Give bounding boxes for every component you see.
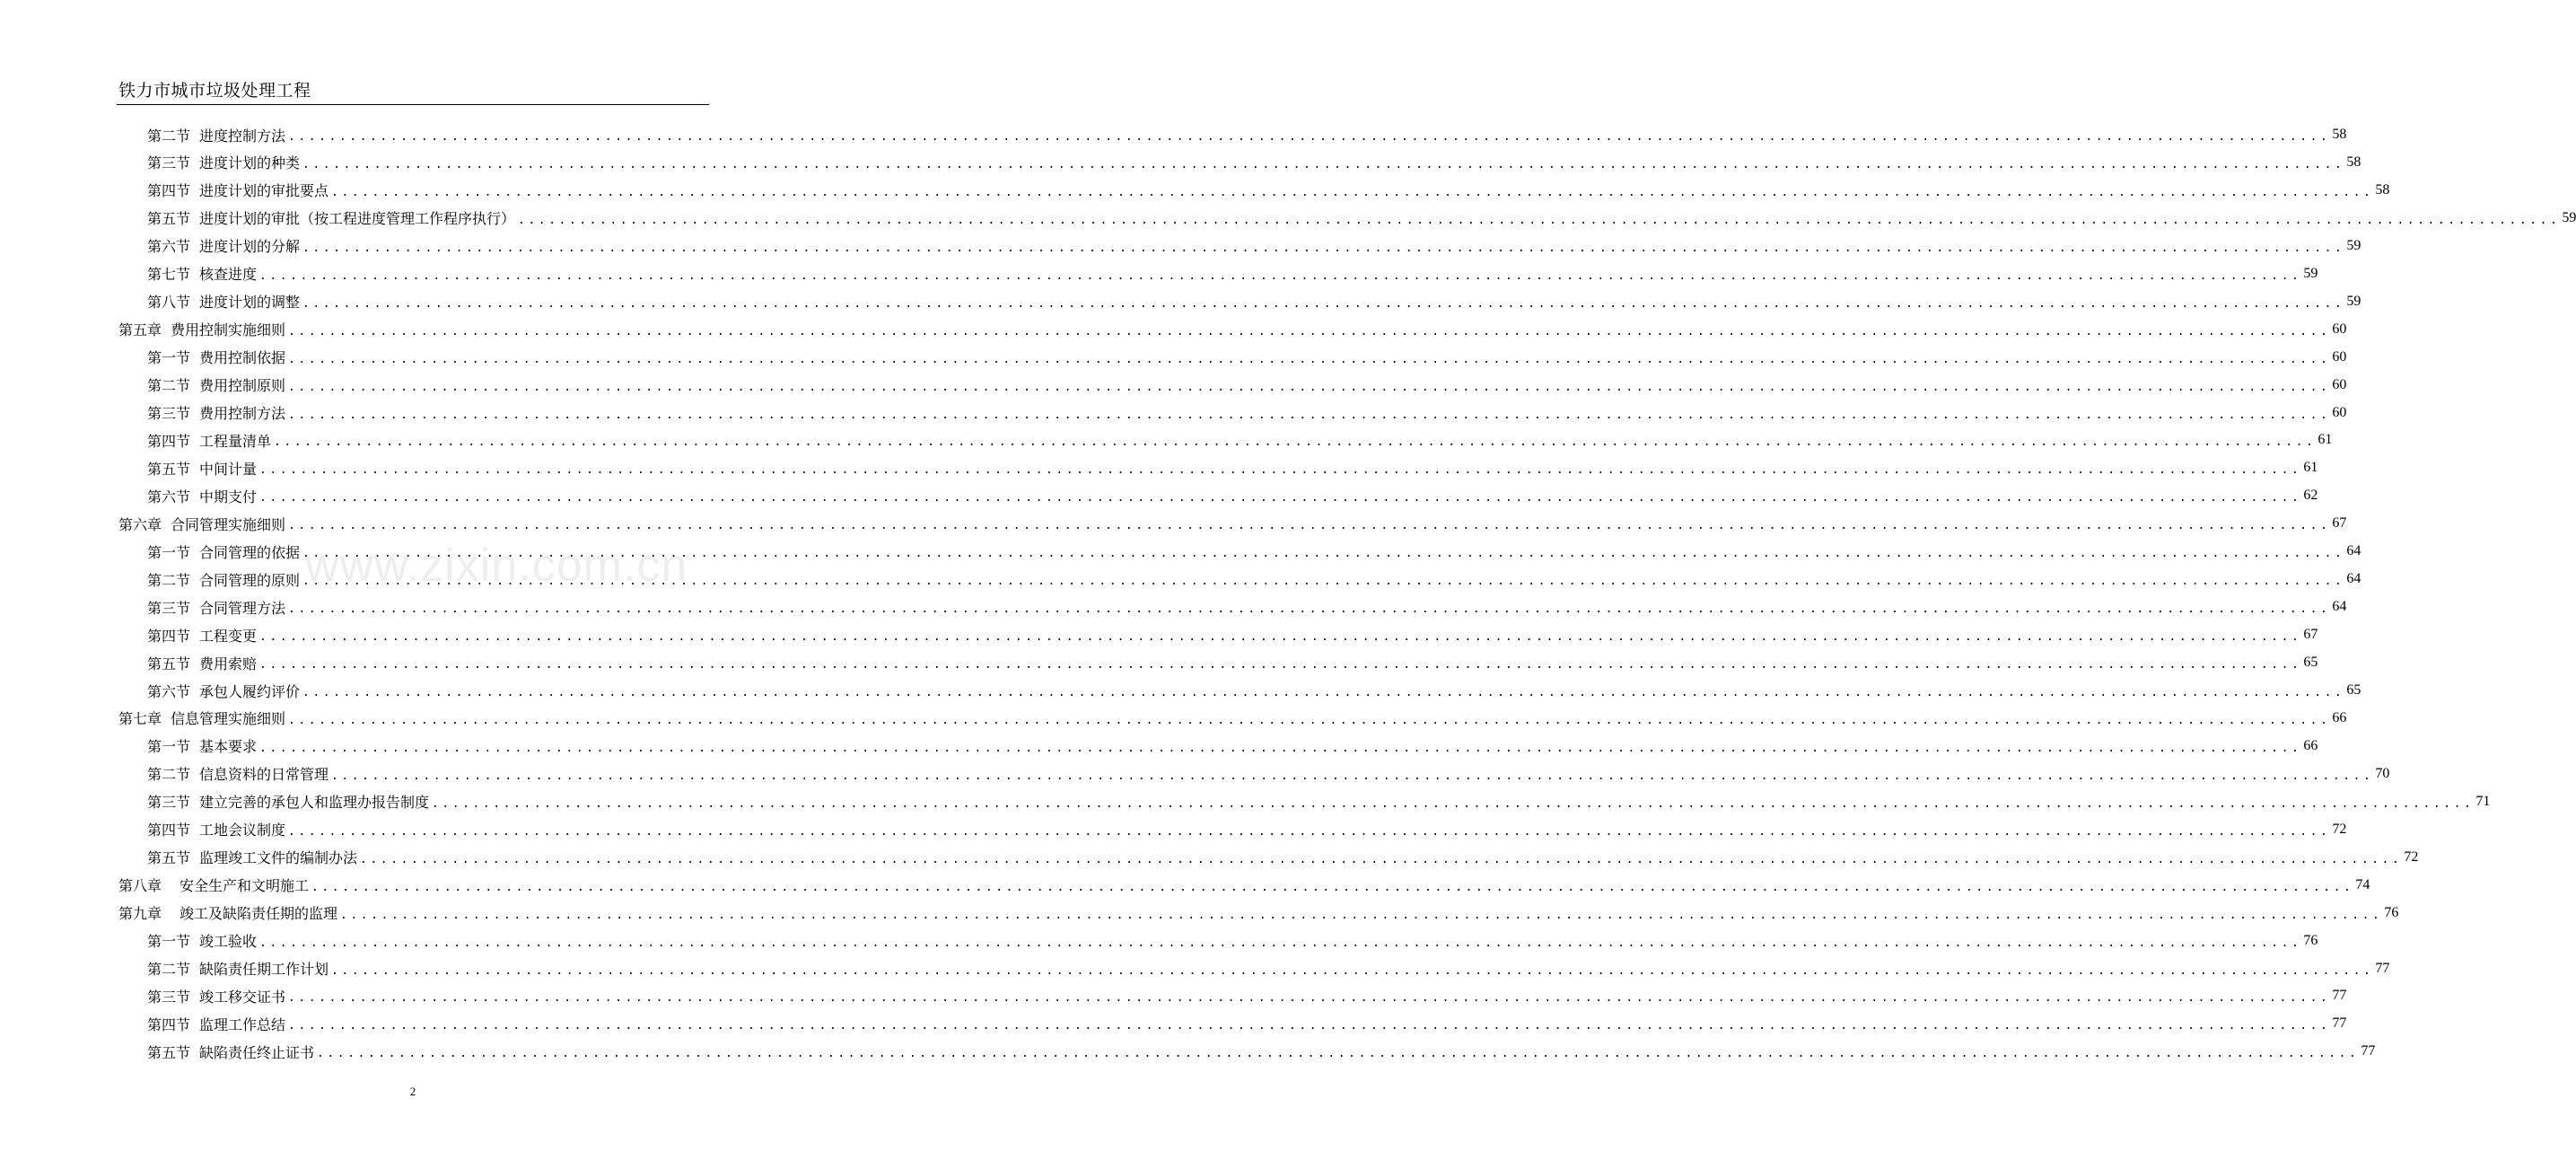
toc-entry-number: 第五节 bbox=[147, 655, 191, 672]
toc-chapter-entry[interactable] bbox=[118, 510, 2347, 537]
toc-dot-leader: ........................................................................................................................................................................................................ bbox=[302, 547, 2345, 561]
toc-dot-leader: ........................................................................................................................................................................................................ bbox=[259, 936, 2302, 950]
toc-section-entry[interactable] bbox=[147, 982, 2347, 1009]
toc-section-entry[interactable] bbox=[147, 1038, 2376, 1065]
toc-chapter-entry[interactable] bbox=[118, 900, 2399, 927]
toc-entry-page: 61 bbox=[2318, 432, 2333, 448]
toc-entry-number: 第七节 bbox=[147, 266, 191, 284]
toc-entry-page: 76 bbox=[2303, 932, 2318, 948]
toc-entry-number: 第三节 bbox=[147, 599, 191, 617]
toc-entry-title: 基本要求 bbox=[199, 738, 258, 756]
toc-dot-leader: ........................................................................................................................................................................................................ bbox=[288, 602, 2331, 617]
toc-dot-leader: ........................................................................................................................................................................................................ bbox=[259, 630, 2302, 645]
toc-entry-title: 进度控制方法 bbox=[199, 127, 286, 145]
document-title: 铁力市城市垃圾处理工程 bbox=[118, 81, 311, 101]
toc-section-entry[interactable] bbox=[147, 149, 2361, 176]
toc-section-entry[interactable] bbox=[147, 733, 2318, 760]
toc-entry-number: 第五节 bbox=[147, 1043, 191, 1061]
toc-dot-leader: ........................................................................................................................................................................................................ bbox=[288, 324, 2331, 338]
toc-entry-page: 77 bbox=[2375, 960, 2390, 976]
toc-entry-title: 建立完善的承包人和监理办报告制度 bbox=[199, 794, 430, 812]
toc-dot-leader: ........................................................................................................................................................................................................ bbox=[259, 491, 2302, 505]
toc-entry-number: 第四节 bbox=[147, 627, 191, 645]
toc-dot-leader: ........................................................................................................................................................................................................ bbox=[302, 296, 2345, 311]
toc-entry-page: 72 bbox=[2332, 821, 2347, 837]
toc-section-entry[interactable] bbox=[147, 121, 2347, 148]
toc-dot-leader: ........................................................................................................................................................................................................ bbox=[288, 1019, 2331, 1033]
toc-entry-number: 第五节 bbox=[147, 210, 191, 228]
toc-section-entry[interactable] bbox=[147, 677, 2361, 704]
toc-entry-page: 64 bbox=[2346, 543, 2361, 559]
toc-section-entry[interactable] bbox=[147, 621, 2318, 648]
toc-section-entry[interactable] bbox=[147, 344, 2347, 371]
toc-entry-page: 71 bbox=[2475, 793, 2491, 809]
toc-entry-page: 59 bbox=[2346, 293, 2361, 309]
toc-entry-number: 第五节 bbox=[147, 460, 191, 478]
toc-entry-number: 第一节 bbox=[147, 738, 191, 756]
toc-section-entry[interactable] bbox=[147, 760, 2390, 787]
toc-entry-page: 77 bbox=[2361, 1043, 2376, 1059]
toc-entry-page: 64 bbox=[2332, 599, 2347, 615]
toc-entry-page: 59 bbox=[2303, 265, 2318, 281]
toc-dot-leader: ........................................................................................................................................................................................................ bbox=[259, 741, 2302, 755]
toc-entry-number: 第四节 bbox=[147, 432, 191, 450]
toc-dot-leader: ........................................................................................................................................................................................................ bbox=[317, 1047, 2360, 1061]
toc-entry-number: 第七章 bbox=[118, 710, 162, 728]
toc-entry-number: 第八节 bbox=[147, 294, 191, 312]
toc-entry-number: 第九章 bbox=[118, 905, 162, 923]
toc-dot-leader: ........................................................................................................................................................................................................ bbox=[360, 852, 2403, 866]
toc-entry-title: 缺陷责任终止证书 bbox=[199, 1043, 315, 1061]
toc-entry-page: 76 bbox=[2384, 904, 2399, 920]
toc-section-entry[interactable] bbox=[147, 844, 2419, 871]
toc-entry-title: 竣工验收 bbox=[199, 933, 258, 951]
toc-entry-page: 77 bbox=[2332, 1015, 2347, 1032]
toc-entry-page: 60 bbox=[2332, 321, 2347, 337]
toc-section-entry[interactable] bbox=[147, 177, 2390, 204]
toc-entry-title: 进度计划的审批要点 bbox=[199, 182, 329, 200]
toc-entry-page: 60 bbox=[2332, 376, 2347, 392]
toc-section-entry[interactable] bbox=[147, 649, 2318, 676]
toc-entry-title: 合同管理实施细则 bbox=[171, 515, 286, 533]
toc-entry-page: 62 bbox=[2303, 488, 2318, 504]
toc-entry-title: 费用控制方法 bbox=[199, 405, 286, 422]
toc-entry-page: 60 bbox=[2332, 348, 2347, 365]
toc-entry-number: 第六节 bbox=[147, 682, 191, 700]
toc-dot-leader: ........................................................................................................................................................................................................ bbox=[288, 713, 2331, 727]
toc-entry-number: 第一节 bbox=[147, 933, 191, 951]
toc-entry-title: 安全生产和文明施工 bbox=[180, 877, 310, 895]
toc-entry-title: 工程变更 bbox=[199, 627, 258, 645]
toc-dot-leader: ........................................................................................................................................................................................................ bbox=[302, 686, 2345, 699]
toc-entry-page: 61 bbox=[2303, 460, 2318, 476]
toc-dot-leader: ........................................................................................................................................................................................................ bbox=[432, 796, 2475, 811]
toc-chapter-entry[interactable] bbox=[118, 316, 2347, 343]
toc-entry-title: 工地会议制度 bbox=[199, 822, 286, 839]
toc-chapter-entry[interactable] bbox=[118, 872, 2370, 899]
toc-dot-leader: ........................................................................................................................................................................................................ bbox=[288, 408, 2331, 422]
toc-entry-number: 第六节 bbox=[147, 488, 191, 505]
toc-section-entry[interactable] bbox=[147, 400, 2347, 426]
toc-dot-leader: ........................................................................................................................................................................................................ bbox=[518, 213, 2561, 227]
toc-entry-page: 58 bbox=[2346, 154, 2361, 170]
toc-entry-page: 60 bbox=[2332, 404, 2347, 420]
toc-dot-leader: ........................................................................................................................................................................................................ bbox=[259, 268, 2302, 283]
toc-entry-page: 72 bbox=[2404, 848, 2419, 865]
toc-section-entry[interactable] bbox=[147, 566, 2361, 593]
toc-entry-number: 第二节 bbox=[147, 571, 191, 589]
toc-dot-leader: ........................................................................................................................................................................................................ bbox=[288, 991, 2331, 1006]
toc-section-entry[interactable] bbox=[147, 788, 2491, 815]
toc-entry-number: 第一节 bbox=[147, 543, 191, 561]
toc-dot-leader: ........................................................................................................................................................................................................ bbox=[274, 435, 2317, 450]
toc-entry-page: 65 bbox=[2303, 655, 2318, 671]
toc-dot-leader: ........................................................................................................................................................................................................ bbox=[302, 575, 2345, 589]
toc-entry-page: 59 bbox=[2346, 237, 2361, 253]
toc-section-entry[interactable] bbox=[147, 205, 2576, 232]
toc-dot-leader: ........................................................................................................................................................................................................ bbox=[288, 130, 2331, 144]
page-number: 2 bbox=[409, 1085, 416, 1098]
page-header bbox=[117, 77, 709, 105]
toc-dot-leader: ........................................................................................................................................................................................................ bbox=[340, 908, 2383, 922]
toc-entry-title: 合同管理的依据 bbox=[199, 543, 301, 561]
toc-entry-title: 费用索赔 bbox=[199, 655, 258, 672]
toc-chapter-entry[interactable] bbox=[118, 705, 2347, 732]
toc-entry-number: 第三节 bbox=[147, 988, 191, 1006]
toc-entry-number: 第八章 bbox=[118, 877, 162, 895]
toc-section-entry[interactable] bbox=[147, 288, 2361, 315]
toc-entry-number: 第六章 bbox=[118, 515, 162, 533]
toc-entry-title: 承包人履约评价 bbox=[199, 682, 301, 700]
toc-entry-title: 合同管理的原则 bbox=[199, 571, 301, 589]
toc-section-entry[interactable] bbox=[147, 482, 2318, 509]
toc-entry-page: 67 bbox=[2332, 515, 2347, 532]
toc-entry-page: 66 bbox=[2303, 737, 2318, 753]
toc-section-entry[interactable] bbox=[147, 816, 2347, 843]
toc-entry-number: 第六节 bbox=[147, 238, 191, 256]
toc-entry-number: 第四节 bbox=[147, 822, 191, 839]
toc-entry-title: 竣工及缺陷责任期的监理 bbox=[180, 905, 338, 923]
toc-entry-number: 第四节 bbox=[147, 1015, 191, 1033]
toc-entry-number: 第三节 bbox=[147, 405, 191, 422]
toc-entry-title: 信息资料的日常管理 bbox=[199, 766, 329, 784]
toc-dot-leader: ........................................................................................................................................................................................................ bbox=[259, 658, 2302, 672]
toc-entry-page: 66 bbox=[2332, 709, 2347, 725]
toc-section-entry[interactable] bbox=[147, 927, 2318, 954]
toc-entry-title: 费用控制原则 bbox=[199, 377, 286, 395]
toc-entry-title: 进度计划的审批（按工程进度管理工作程序执行） bbox=[199, 210, 516, 228]
toc-section-entry[interactable] bbox=[147, 454, 2318, 481]
toc-entry-title: 中间计量 bbox=[199, 460, 258, 478]
toc-dot-leader: ........................................................................................................................................................................................................ bbox=[331, 963, 2374, 978]
toc-entry-number: 第二节 bbox=[147, 127, 191, 145]
toc-entry-number: 第四节 bbox=[147, 182, 191, 200]
toc-dot-leader: ........................................................................................................................................................................................................ bbox=[302, 157, 2345, 171]
toc-section-entry[interactable] bbox=[147, 538, 2361, 565]
toc-entry-number: 第三节 bbox=[147, 794, 191, 812]
toc-section-entry[interactable] bbox=[147, 593, 2347, 620]
toc-section-entry[interactable] bbox=[147, 426, 2333, 453]
toc-entry-page: 74 bbox=[2355, 876, 2370, 892]
toc-dot-leader: ........................................................................................................................................................................................................ bbox=[302, 241, 2345, 255]
toc-entry-number: 第一节 bbox=[147, 349, 191, 367]
toc-dot-leader: ........................................................................................................................................................................................................ bbox=[288, 824, 2331, 839]
toc-entry-title: 核查进度 bbox=[199, 266, 258, 284]
toc-entry-page: 70 bbox=[2375, 765, 2390, 781]
toc-dot-leader: ........................................................................................................................................................................................................ bbox=[331, 185, 2374, 199]
toc-entry-title: 竣工移交证书 bbox=[199, 988, 286, 1006]
toc-entry-number: 第五章 bbox=[118, 321, 162, 339]
toc-entry-title: 费用控制依据 bbox=[199, 349, 286, 367]
toc-dot-leader: ........................................................................................................................................................................................................ bbox=[259, 463, 2302, 478]
toc-entry-page: 65 bbox=[2346, 682, 2361, 698]
toc-entry-number: 第二节 bbox=[147, 377, 191, 395]
toc-entry-page: 67 bbox=[2303, 627, 2318, 643]
toc-entry-number: 第二节 bbox=[147, 961, 191, 978]
toc-dot-leader: ........................................................................................................................................................................................................ bbox=[288, 519, 2331, 533]
toc-entry-title: 费用控制实施细则 bbox=[171, 321, 286, 339]
toc-entry-title: 进度计划的分解 bbox=[199, 238, 301, 256]
toc-section-entry[interactable] bbox=[147, 372, 2347, 399]
toc-section-entry[interactable] bbox=[147, 233, 2361, 259]
toc-entry-number: 第三节 bbox=[147, 154, 191, 172]
watermark: www.zixin.com.cn bbox=[305, 540, 688, 592]
toc-entry-number: 第二节 bbox=[147, 766, 191, 784]
toc-entry-title: 工程量清单 bbox=[199, 432, 272, 450]
toc-entry-page: 77 bbox=[2332, 988, 2347, 1004]
toc-entry-page: 58 bbox=[2332, 127, 2347, 142]
toc-entry-page: 59 bbox=[2562, 209, 2576, 225]
toc-section-entry[interactable] bbox=[147, 1010, 2347, 1037]
toc-section-entry[interactable] bbox=[147, 955, 2390, 982]
toc-entry-title: 中期支付 bbox=[199, 488, 258, 505]
toc-entry-title: 进度计划的种类 bbox=[199, 154, 301, 172]
toc-entry-title: 监理工作总结 bbox=[199, 1015, 286, 1033]
toc-entry-title: 监理竣工文件的编制办法 bbox=[199, 849, 358, 867]
toc-dot-leader: ........................................................................................................................................................................................................ bbox=[288, 380, 2331, 394]
toc-entry-title: 进度计划的调整 bbox=[199, 294, 301, 312]
toc-entry-page: 64 bbox=[2346, 571, 2361, 587]
toc-entry-title: 合同管理方法 bbox=[199, 599, 286, 617]
toc-entry-page: 58 bbox=[2375, 181, 2390, 198]
toc-entry-title: 信息管理实施细则 bbox=[171, 710, 286, 728]
toc-section-entry[interactable] bbox=[147, 260, 2318, 287]
toc-entry-number: 第五节 bbox=[147, 849, 191, 867]
toc-dot-leader: ........................................................................................................................................................................................................ bbox=[288, 352, 2331, 366]
toc-dot-leader: ........................................................................................................................................................................................................ bbox=[331, 769, 2374, 783]
toc-entry-title: 缺陷责任期工作计划 bbox=[199, 961, 329, 978]
toc-dot-leader: ........................................................................................................................................................................................................ bbox=[311, 880, 2354, 894]
